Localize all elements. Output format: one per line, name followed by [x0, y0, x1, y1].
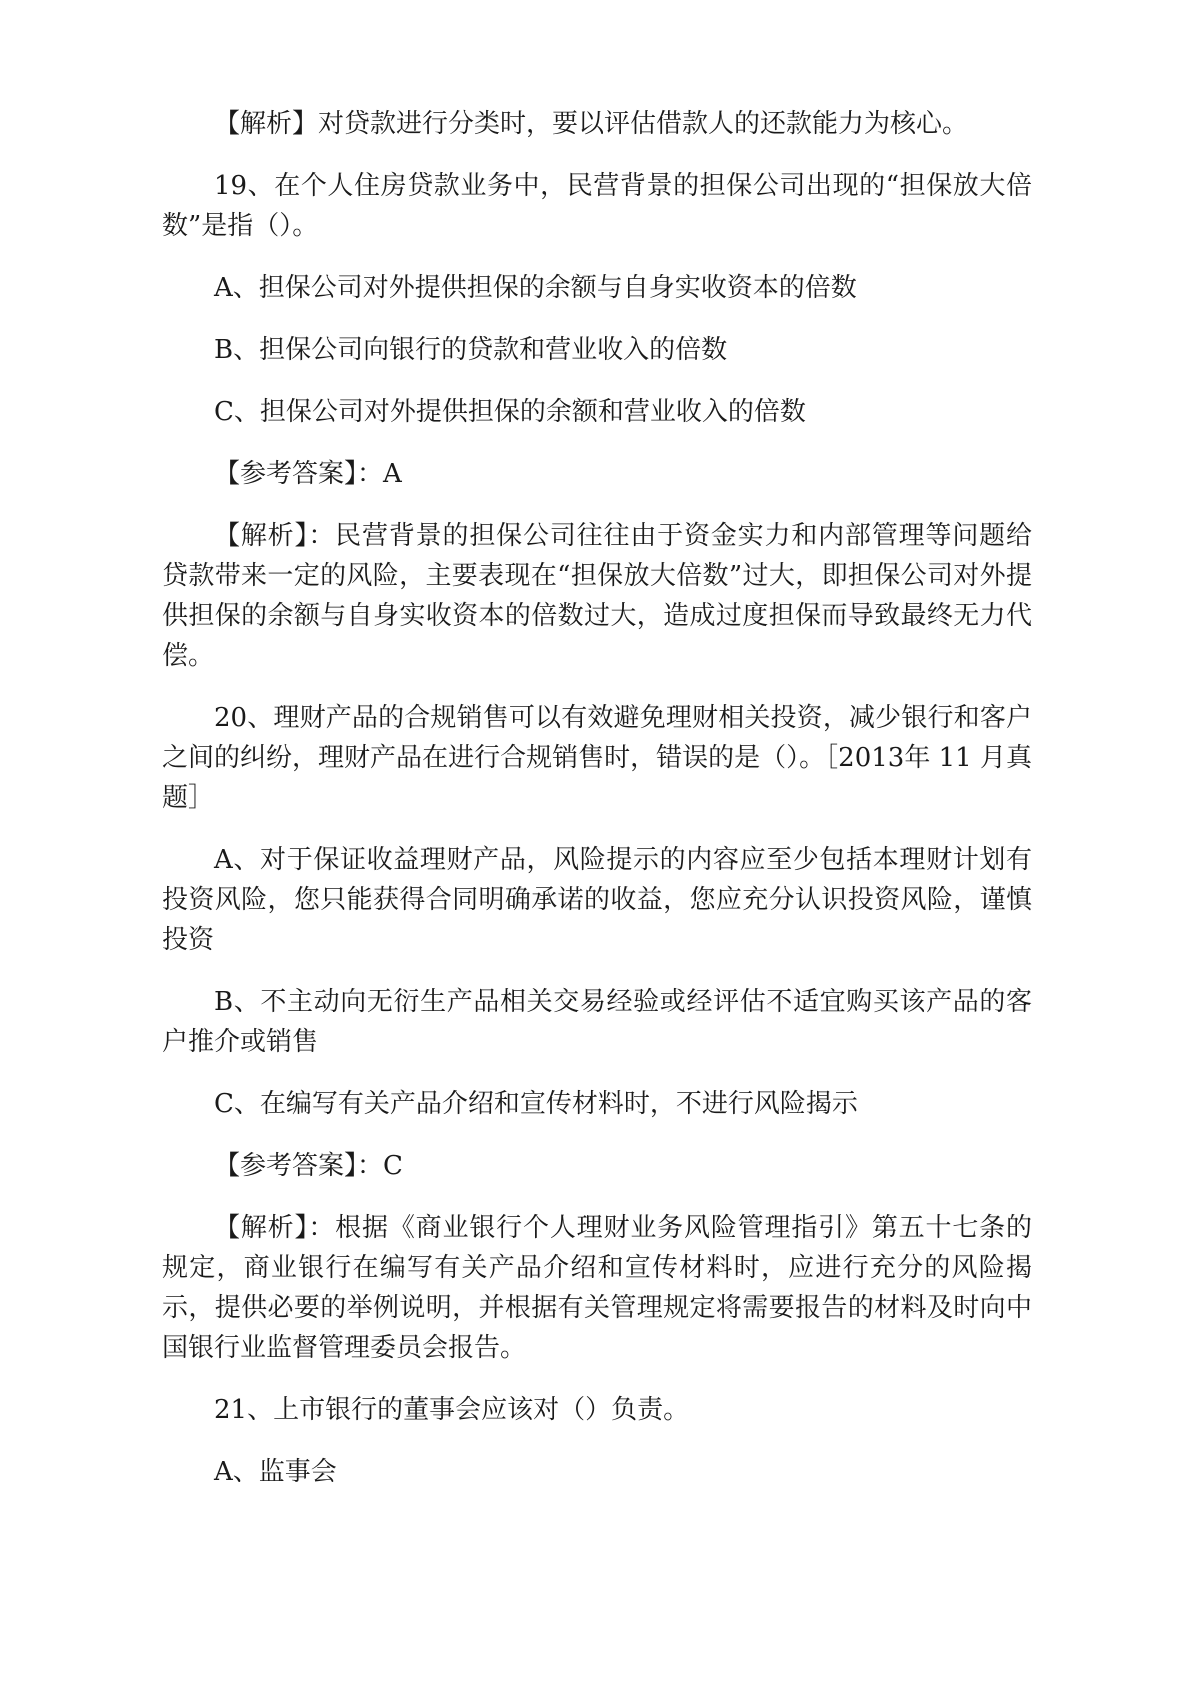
analysis-paragraph: 【解析】对贷款进行分类时，要以评估借款人的还款能力为核心。: [214, 109, 969, 139]
question-19-option-b: B、担保公司向银行的贷款和营业收入的倍数: [214, 335, 728, 365]
question-19-option-c: C、担保公司对外提供担保的余额和营业收入的倍数: [214, 397, 806, 427]
question-20-option-c: C、在编写有关产品介绍和宣传材料时，不进行风险揭示: [214, 1089, 858, 1119]
question-19-analysis: 【解析】：民营背景的担保公司往往由于资金实力和内部管理等问题给贷款带来一定的风险，主要表现在“担保放大倍数”过大，即担保公司对外提供担保的余额与自身实收资本的倍数过大，造成过度担保而导致最终无力代偿。: [162, 521, 1032, 671]
question-21: 21、上市银行的董事会应该对（）负责。: [214, 1395, 690, 1425]
question-19-answer: 【参考答案】：A: [214, 459, 402, 489]
document-body: [162, 104, 1032, 1514]
question-19: 19、在个人住房贷款业务中，民营背景的担保公司出现的“担保放大倍数”是指（）。: [162, 171, 1032, 241]
question-20: 20、理财产品的合规销售可以有效避免理财相关投资，减少银行和客户之间的纠纷，理财产品在进行合规销售时，错误的是（）。［2013年 11 月真题］: [162, 703, 1032, 813]
question-20-analysis: 【解析】：根据《商业银行个人理财业务风险管理指引》第五十七条的规定，商业银行在编写有关产品介绍和宣传材料时，应进行充分的风险揭示，提供必要的举例说明，并根据有关管理规定将需要报告的材料及时向中国银行业监督管理委员会报告。: [162, 1213, 1032, 1363]
question-20-option-a: A、对于保证收益理财产品，风险提示的内容应至少包括本理财计划有投资风险，您只能获得合同明确承诺的收益，您应充分认识投资风险，谨慎投资: [162, 845, 1032, 955]
question-21-option-a: A、监事会: [214, 1457, 337, 1487]
question-19-option-a: A、担保公司对外提供担保的余额与自身实收资本的倍数: [214, 273, 857, 303]
question-20-option-b: B、不主动向无衍生产品相关交易经验或经评估不适宜购买该产品的客户推介或销售: [162, 987, 1032, 1057]
question-20-answer: 【参考答案】：C: [214, 1151, 403, 1181]
